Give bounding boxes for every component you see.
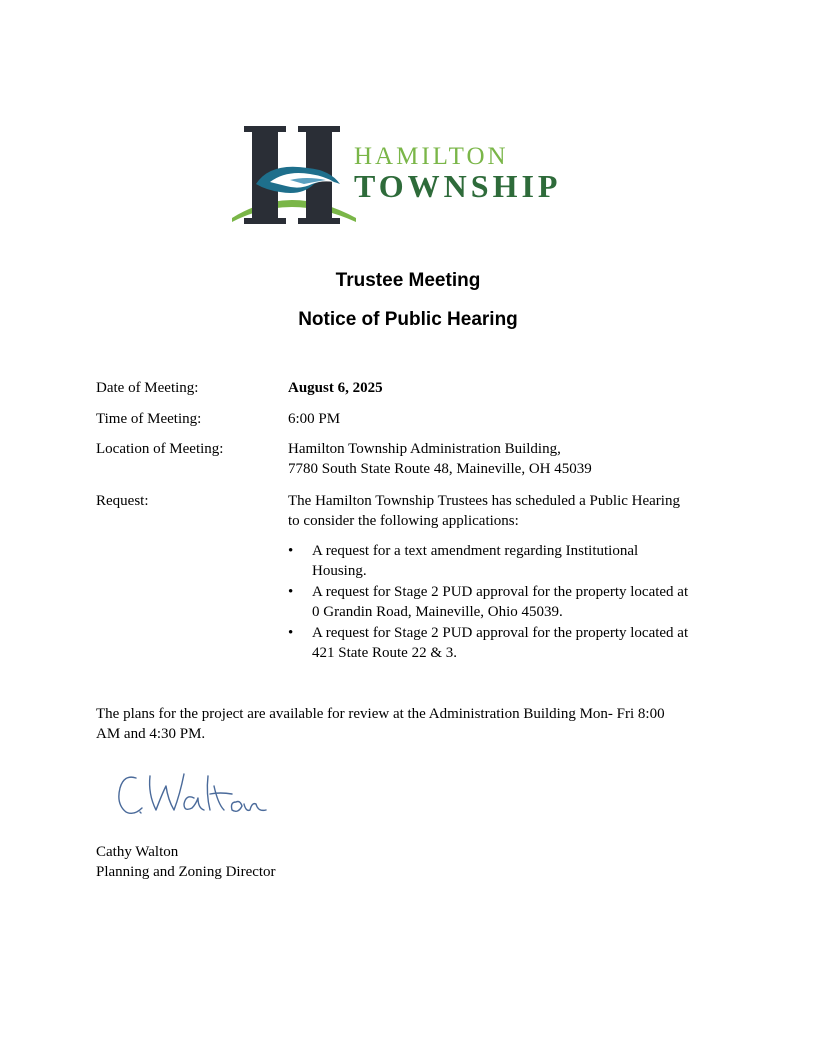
signature-block bbox=[96, 842, 736, 882]
township-logo bbox=[230, 122, 590, 228]
location-label: Location of Meeting: bbox=[96, 441, 224, 457]
list-item-line-1: A request for Stage 2 PUD approval for the property located at bbox=[312, 625, 689, 641]
list-item-line-2: 0 Grandin Road, Maineville, Ohio 45039. bbox=[312, 604, 563, 620]
date-label: Date of Meeting: bbox=[96, 380, 199, 396]
list-item bbox=[288, 582, 728, 622]
signer-title: Planning and Zoning Director bbox=[96, 864, 276, 880]
list-item-line-1: A request for Stage 2 PUD approval for the property located at bbox=[312, 584, 689, 600]
request-value bbox=[288, 491, 728, 531]
logo-text-hamilton: HAMILTON bbox=[354, 143, 509, 170]
signer-name: Cathy Walton bbox=[96, 844, 179, 860]
plans-paragraph bbox=[96, 704, 736, 744]
request-line-2: to consider the following applications: bbox=[288, 513, 519, 529]
logo-text-township: TOWNSHIP bbox=[354, 168, 562, 204]
date-value: August 6, 2025 bbox=[288, 380, 383, 396]
list-item-line-2: Housing. bbox=[312, 563, 367, 579]
bullet-icon: • bbox=[288, 543, 294, 559]
request-label: Request: bbox=[96, 493, 149, 509]
location-line-2: 7780 South State Route 48, Maineville, OH 45039 bbox=[288, 461, 592, 477]
list-item-line-2: 421 State Route 22 & 3. bbox=[312, 645, 457, 661]
request-line-1: The Hamilton Township Trustees has scheduled a Public Hearing bbox=[288, 493, 680, 509]
list-item bbox=[288, 541, 728, 581]
list-item bbox=[288, 623, 728, 663]
time-label: Time of Meeting: bbox=[96, 411, 202, 427]
page-title: Trustee Meeting bbox=[335, 270, 481, 291]
location-line-1: Hamilton Township Administration Building, bbox=[288, 441, 561, 457]
page-subtitle: Notice of Public Hearing bbox=[298, 309, 518, 330]
plans-line-1: The plans for the project are available for review at the Administration Building Mon- Fri 8:00 bbox=[96, 706, 665, 722]
township-logo-mark bbox=[230, 122, 360, 228]
request-list bbox=[288, 541, 728, 664]
time-value: 6:00 PM bbox=[288, 411, 341, 427]
handwritten-signature bbox=[110, 764, 270, 824]
plans-line-2: AM and 4:30 PM. bbox=[96, 726, 206, 742]
list-item-line-1: A request for a text amendment regarding Institutional bbox=[312, 543, 639, 559]
bullet-icon: • bbox=[288, 625, 294, 641]
bullet-icon: • bbox=[288, 584, 294, 600]
location-value bbox=[288, 439, 728, 479]
